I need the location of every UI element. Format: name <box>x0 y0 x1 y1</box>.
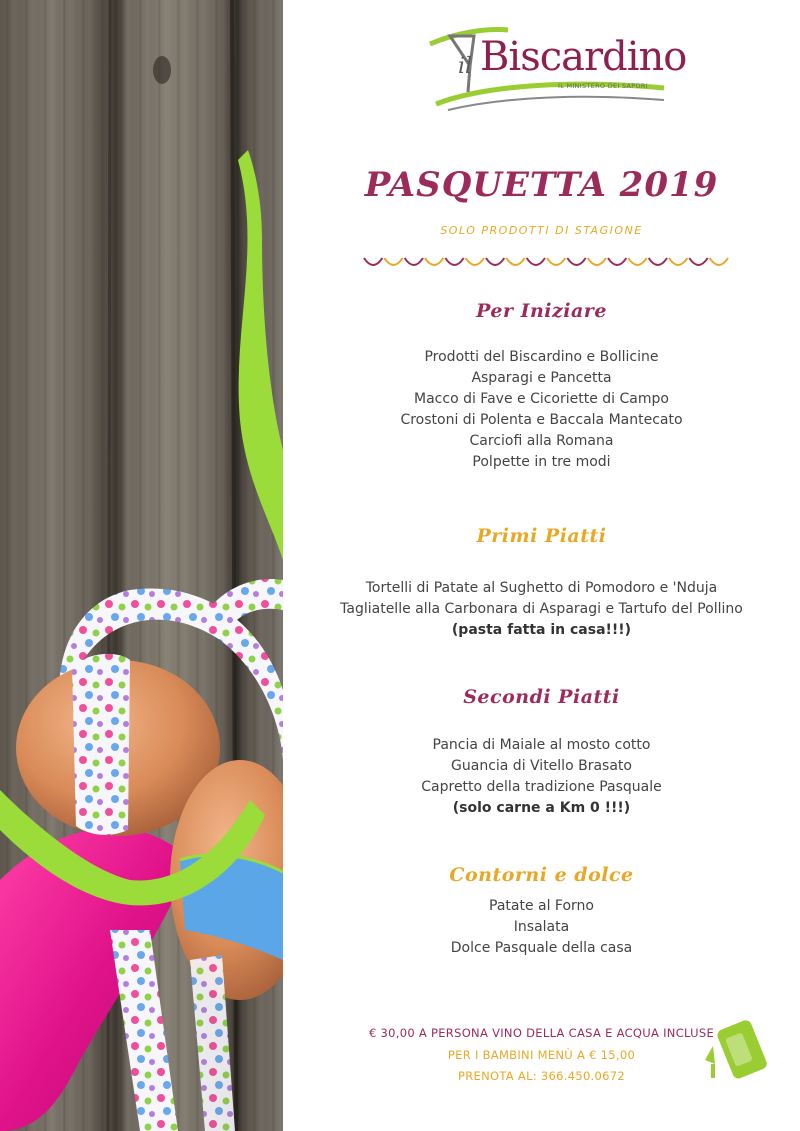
menu-item: Dolce Pasquale della casa <box>450 940 633 956</box>
menu-item: Polpette in tre modi <box>472 454 611 470</box>
menu-item: Capretto della tradizione Pasquale <box>421 779 662 795</box>
wave-scallop <box>588 258 606 265</box>
footer-price: € 30,00 A PERSONA VINO DELLA CASA E ACQUA INCLUSE <box>368 1026 715 1040</box>
logo-prefix: il <box>458 54 473 79</box>
easter-eggs-photo <box>0 0 283 1131</box>
logo-tagline: IL MINISTERO DEI SAPORI <box>558 82 648 90</box>
footer-kids-price: PER I BAMBINI MENÙ A € 15,00 <box>447 1047 636 1062</box>
menu-item: Carciofi alla Romana <box>469 433 614 449</box>
menu-item: Insalata <box>513 919 570 935</box>
wave-scallop <box>547 258 565 265</box>
footer-booking-phone: PRENOTA AL: 366.450.0672 <box>458 1069 625 1083</box>
wave-scallop <box>527 258 545 265</box>
brand-mark-icon <box>701 1020 771 1086</box>
wave-scallop <box>710 258 728 265</box>
section-items-contorni-e-dolce <box>283 896 800 959</box>
section-title-secondi-piatti: Secondi Piatti <box>463 686 620 708</box>
wave-scallop <box>506 258 524 265</box>
section-items-primi-piatti <box>283 578 800 641</box>
menu-item: Tortelli di Patate al Sughetto di Pomodoro e 'Nduja <box>365 580 718 596</box>
menu-note: (pasta fatta in casa!!!) <box>451 622 632 638</box>
wave-scallop <box>628 258 646 265</box>
menu-item: Crostoni di Polenta e Baccala Mantecato <box>400 412 683 428</box>
section-title-primi-piatti: Primi Piatti <box>476 525 607 547</box>
section-title-contorni-e-dolce: Contorni e dolce <box>449 864 634 886</box>
wave-scallop <box>466 258 484 265</box>
page-subtitle: SOLO PRODOTTI DI STAGIONE <box>440 224 643 237</box>
menu-item: Guancia di Vitello Brasato <box>451 758 632 774</box>
wave-scallop <box>486 258 504 265</box>
menu-content <box>283 0 800 1131</box>
photo-illustration <box>0 0 283 1131</box>
menu-item: Macco di Fave e Cicoriette di Campo <box>414 391 669 407</box>
menu-item: Tagliatelle alla Carbonara di Asparagi e Tartufo del Pollino <box>340 601 743 617</box>
menu-item: Pancia di Maiale al mosto cotto <box>432 737 651 753</box>
menu-item: Asparagi e Pancetta <box>471 370 612 386</box>
section-items-per-iniziare <box>283 347 800 473</box>
wave-scallop <box>567 258 585 265</box>
menu-item: Patate al Forno <box>489 898 594 914</box>
logo-name: Biscardino <box>480 34 687 80</box>
wave-scallop <box>384 258 402 265</box>
wave-scallop <box>445 258 463 265</box>
wave-scallop <box>669 258 687 265</box>
logo <box>428 14 687 112</box>
menu-item: Prodotti del Biscardino e Bollicine <box>424 349 659 365</box>
wave-scallop <box>425 258 443 265</box>
page-title: PASQUETTA 2019 <box>364 165 719 205</box>
section-items-secondi-piatti <box>283 735 800 819</box>
wave-scallop <box>364 258 382 265</box>
menu-note: (solo carne a Km 0 !!!) <box>452 800 631 816</box>
wave-scallop <box>608 258 626 265</box>
wave-scallop <box>649 258 667 265</box>
wave-scallop <box>689 258 707 265</box>
wave-scallop <box>405 258 423 265</box>
wave-divider <box>363 252 729 272</box>
section-title-per-iniziare: Per Iniziare <box>476 300 607 322</box>
